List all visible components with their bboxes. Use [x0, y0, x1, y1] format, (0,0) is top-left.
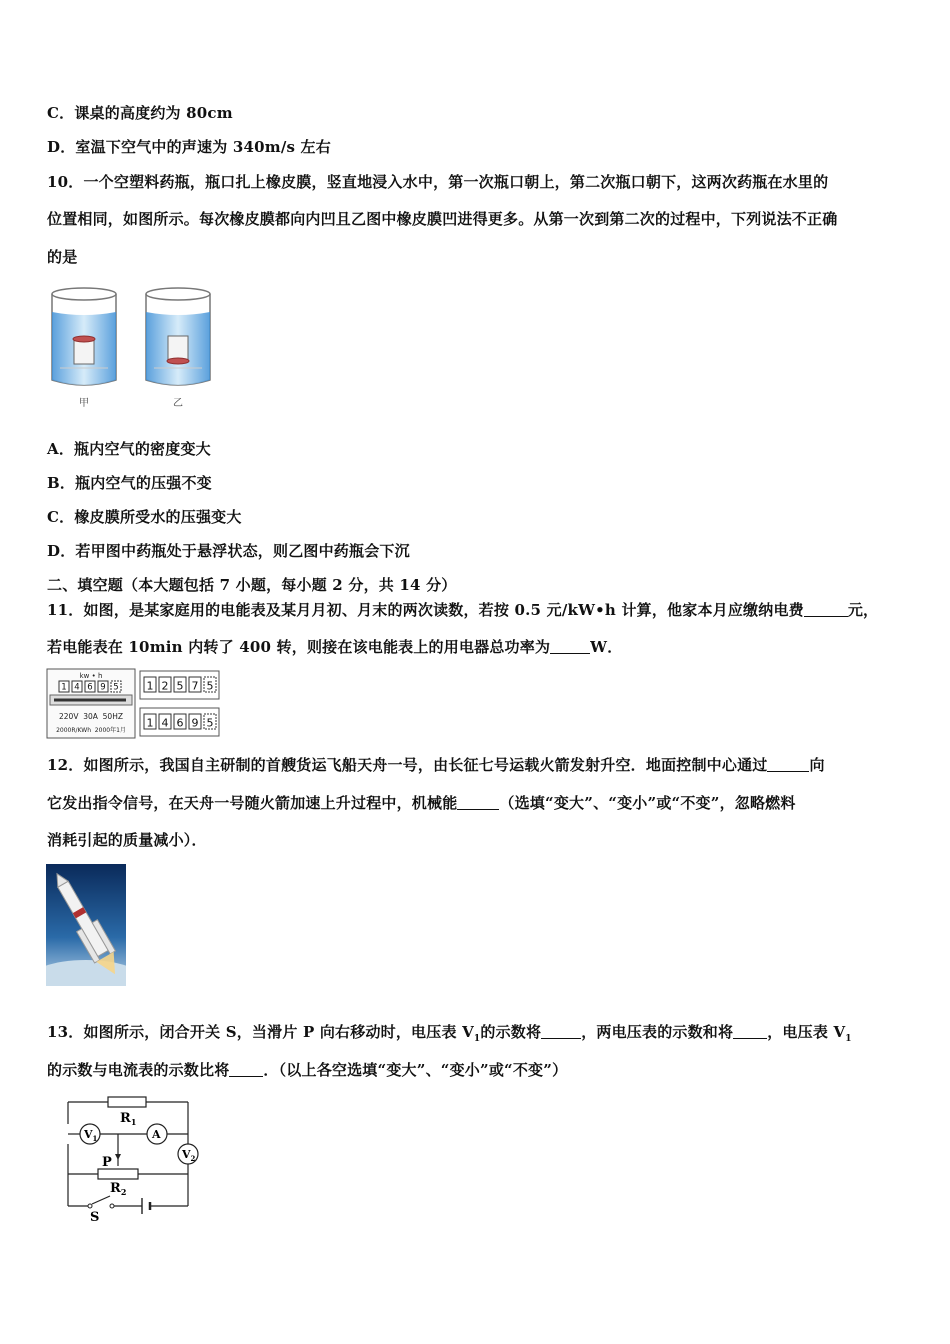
digit-text: 6: [176, 716, 184, 730]
q13-blank-3: [229, 1062, 263, 1077]
rocket-image: [46, 864, 126, 986]
meter-spec: 220V 30A 50HZ: [59, 712, 123, 721]
electricity-meter-figure: [46, 668, 222, 740]
question-12-line-2: [47, 792, 796, 813]
beaker-yi: [146, 288, 210, 385]
label-r2: $R_2$: [110, 1181, 127, 1197]
question-13-line-2: [47, 1059, 567, 1080]
label-ammeter: A: [152, 1128, 161, 1141]
digit-text: 1: [146, 679, 154, 693]
q12-blank-2: [457, 795, 499, 810]
question-10-line-1: 10．一个空塑料药瓶，瓶口扎上橡皮膜，竖直地浸入水中，第一次瓶口朝上，第二次瓶口朝下，这两次药瓶在水里的: [47, 173, 829, 191]
q10-option-d: D．若甲图中药瓶处于悬浮状态，则乙图中药瓶会下沉: [47, 542, 410, 560]
digit-text: 5: [176, 679, 184, 693]
q10-option-b: B．瓶内空气的压强不变: [47, 474, 212, 492]
q13-blank-2: [733, 1024, 767, 1039]
digit-text: 4: [74, 682, 80, 693]
beaker-jia: [52, 288, 116, 385]
q12-text-3: 它发出指令信号，在天舟一号随火箭加速上升过程中，机械能: [47, 794, 458, 812]
meter-spec-2: 2000R/KWh 2000年1月: [56, 727, 126, 734]
digit-text: 5: [206, 679, 214, 693]
question-10-line-2: 位置相同，如图所示。每次橡皮膜都向内凹且乙图中橡皮膜凹进得更多。从第一次到第二次的过程中，下列说法不正确: [47, 210, 838, 228]
q11-text-1: 11．如图，是某家庭用的电能表及某月月初、月末的两次读数，若按 0.5 元/kW•h 计算，他家本月应缴纳电费: [47, 601, 804, 619]
beaker-label-jia: 甲: [79, 398, 89, 409]
label-p: P: [102, 1155, 112, 1170]
q13-text-1: 13．如图所示，闭合开关 S，当滑片 P 向右移动时，电压表 V: [47, 1023, 474, 1041]
digit-text: 5: [113, 682, 119, 693]
q10-option-a: A．瓶内空气的密度变大: [47, 440, 211, 458]
q11-text-4: W．: [590, 638, 623, 656]
section-2-heading: 二、填空题（本大题包括 7 小题，每小题 2 分，共 14 分）: [47, 576, 457, 594]
circuit-drawing: [62, 1094, 212, 1224]
circuit-diagram: [62, 1094, 212, 1224]
digit-text: 4: [161, 716, 169, 730]
option-d-line: D．室温下空气中的声速为 340m/s 左右: [47, 138, 331, 156]
slider-arrow: [115, 1154, 121, 1160]
digit-text: 9: [191, 716, 199, 730]
rocket-drawing: [46, 864, 126, 986]
q13-sub-2: 1: [845, 1034, 852, 1044]
q12-text-2: 向: [809, 756, 825, 774]
q12-blank-1: [767, 757, 809, 772]
reading-end-row: [144, 677, 216, 693]
q11-text-3: 若电能表在 10min 内转了 400 转，则接在该电能表上的用电器总功率为: [47, 638, 551, 656]
resistor-r1: [108, 1097, 146, 1107]
question-13-line-1: [47, 1021, 852, 1044]
reading-start-row: [144, 714, 216, 730]
switch-contact-left: [88, 1204, 92, 1208]
digit-text: 5: [206, 716, 214, 730]
question-12-line-3: 消耗引起的质量减小）．: [47, 831, 207, 849]
question-10-line-3: 的是: [47, 248, 78, 266]
meter-digit-row: [59, 681, 121, 693]
digit-text: 9: [100, 682, 106, 693]
option-c-line: C．课桌的高度约为 80cm: [47, 104, 233, 122]
q13-text-4: ，电压表 V: [767, 1023, 846, 1041]
q11-blank-2: [550, 639, 590, 654]
question-11-line-2: [47, 636, 622, 657]
q13-blank-1: [541, 1024, 581, 1039]
beaker-drawing: [46, 282, 226, 412]
label-s: S: [90, 1210, 100, 1224]
switch-contact-right: [110, 1204, 114, 1208]
beaker-figure: [46, 282, 226, 412]
question-11-line-1: [47, 599, 878, 620]
q11-blank-1: [804, 602, 848, 617]
meter-unit: kw • h: [79, 672, 103, 680]
digit-text: 1: [61, 682, 67, 693]
q12-text-1: 12．如图所示，我国自主研制的首艘货运飞船天舟一号，由长征七号运载火箭发射升空．地面控制中心通过: [47, 756, 768, 774]
q13-text-6: ．（以上各空选填“变大”、“变小”或“不变”）: [263, 1061, 568, 1079]
digit-text: 2: [161, 679, 169, 693]
q13-text-5: 的示数与电流表的示数比将: [47, 1061, 230, 1079]
q13-text-3: ，两电压表的示数和将: [581, 1023, 734, 1041]
label-v1: $V_1$: [84, 1128, 98, 1143]
q11-text-2: 元，: [847, 601, 879, 619]
beaker-label-yi: 乙: [173, 398, 183, 409]
q12-text-4: （选填“变大”、“变小”或“不变”，忽略燃料: [499, 794, 796, 812]
q13-text-2: 的示数将: [480, 1023, 542, 1041]
digit-text: 7: [191, 679, 199, 693]
q13-sub-1: 1: [473, 1034, 481, 1044]
digit-text: 6: [87, 682, 93, 693]
digit-text: 1: [146, 716, 154, 730]
label-v2: $V_2$: [182, 1148, 196, 1163]
q10-option-c: C．橡皮膜所受水的压强变大: [47, 508, 242, 526]
meter-drawing: [46, 668, 222, 740]
resistor-r2: [98, 1169, 138, 1179]
label-r1: $R_1$: [120, 1111, 137, 1127]
question-12-line-1: [47, 754, 825, 775]
